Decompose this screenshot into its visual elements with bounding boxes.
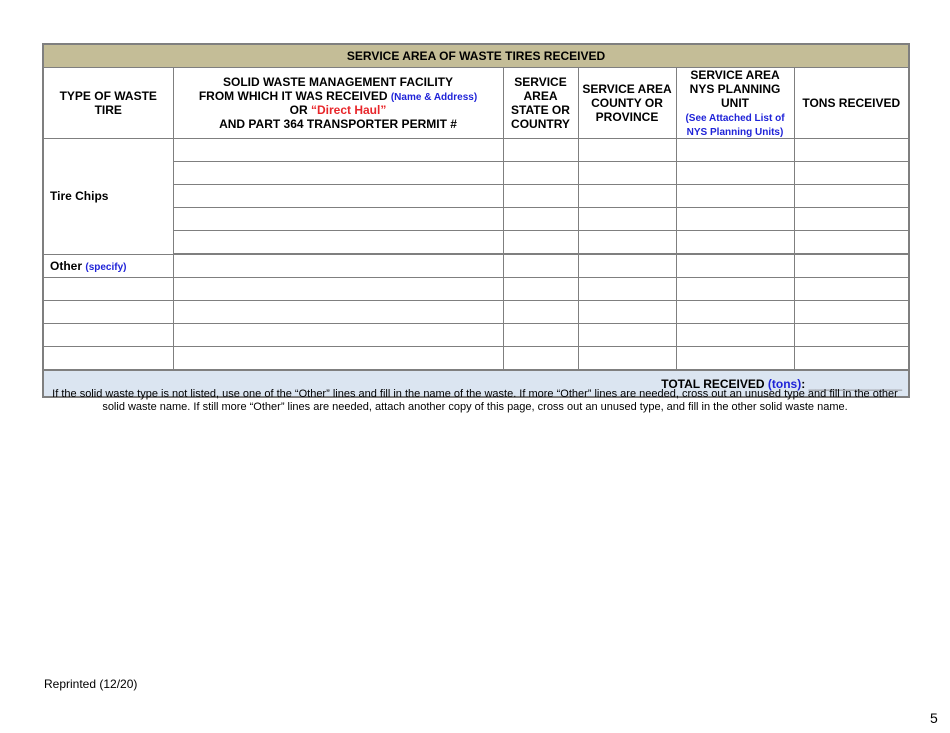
nys-cell[interactable] (676, 162, 794, 185)
state-cell[interactable] (503, 185, 578, 208)
facility-or: OR (289, 103, 308, 117)
state-cell[interactable] (503, 231, 578, 255)
facility-cell[interactable] (173, 208, 503, 231)
facility-line2: FROM WHICH IT WAS RECEIVED (198, 89, 388, 103)
tons-cell[interactable] (794, 162, 909, 185)
state-cell[interactable] (503, 278, 578, 301)
waste-tires-table (42, 43, 910, 398)
state-cell[interactable] (503, 254, 578, 278)
col-type-header: TYPE OF WASTE TIRE (43, 68, 173, 139)
nys-header-label: SERVICE AREA NYS PLANNING UNIT (689, 68, 781, 110)
nys-cell[interactable] (676, 139, 794, 162)
county-cell[interactable] (578, 162, 676, 185)
facility-line4: AND PART 364 TRANSPORTER PERMIT # (219, 117, 457, 131)
table-title: SERVICE AREA OF WASTE TIRES RECEIVED (43, 44, 909, 68)
state-cell[interactable] (503, 162, 578, 185)
tons-cell[interactable] (794, 324, 909, 347)
tons-cell[interactable] (794, 347, 909, 371)
state-cell[interactable] (503, 324, 578, 347)
nys-cell[interactable] (676, 254, 794, 278)
tons-cell[interactable] (794, 278, 909, 301)
page-number: 5 (930, 710, 938, 726)
county-cell[interactable] (578, 278, 676, 301)
tons-cell[interactable] (794, 185, 909, 208)
state-cell[interactable] (503, 347, 578, 371)
type-other-label: Other (50, 258, 83, 273)
county-cell[interactable] (578, 139, 676, 162)
type-cell[interactable] (43, 324, 173, 347)
total-input-line[interactable]: ______________ (808, 376, 903, 391)
type-other-note: (specify) (85, 261, 127, 273)
facility-cell[interactable] (173, 185, 503, 208)
facility-note: (Name & Address) (390, 92, 478, 103)
facility-cell[interactable] (173, 301, 503, 324)
county-cell[interactable] (578, 185, 676, 208)
col-facility-header (173, 68, 503, 139)
tons-cell[interactable] (794, 301, 909, 324)
nys-cell[interactable] (676, 347, 794, 371)
state-cell[interactable] (503, 301, 578, 324)
county-cell[interactable] (578, 301, 676, 324)
nys-cell[interactable] (676, 278, 794, 301)
facility-cell[interactable] (173, 278, 503, 301)
nys-cell[interactable] (676, 301, 794, 324)
state-cell[interactable] (503, 139, 578, 162)
tons-cell[interactable] (794, 139, 909, 162)
facility-cell[interactable] (173, 139, 503, 162)
facility-line1: SOLID WASTE MANAGEMENT FACILITY (223, 75, 453, 89)
tons-cell[interactable] (794, 208, 909, 231)
type-other[interactable] (43, 254, 173, 278)
total-colon: : (801, 376, 806, 391)
facility-direct-haul: “Direct Haul” (310, 103, 387, 117)
state-cell[interactable] (503, 208, 578, 231)
tons-cell[interactable] (794, 254, 909, 278)
type-cell[interactable] (43, 347, 173, 371)
type-tire-chips: Tire Chips (43, 139, 173, 255)
col-tons-header: TONS RECEIVED (794, 68, 909, 139)
nys-cell[interactable] (676, 231, 794, 255)
facility-cell[interactable] (173, 231, 503, 255)
tons-cell[interactable] (794, 231, 909, 255)
nys-cell[interactable] (676, 185, 794, 208)
total-unit: (tons) (767, 376, 802, 391)
nys-note: (See Attached List of NYS Planning Units) (685, 113, 785, 138)
county-cell[interactable] (578, 231, 676, 255)
type-cell[interactable] (43, 301, 173, 324)
col-state-header: SERVICE AREA STATE OR COUNTRY (503, 68, 578, 139)
nys-cell[interactable] (676, 208, 794, 231)
facility-cell[interactable] (173, 162, 503, 185)
total-label: TOTAL RECEIVED (661, 376, 765, 391)
facility-cell[interactable] (173, 347, 503, 371)
reprinted-date: Reprinted (12/20) (44, 677, 138, 691)
type-cell[interactable] (43, 278, 173, 301)
facility-cell[interactable] (173, 324, 503, 347)
col-nys-header (676, 68, 794, 139)
county-cell[interactable] (578, 347, 676, 371)
county-cell[interactable] (578, 208, 676, 231)
facility-cell[interactable] (173, 254, 503, 278)
instructions-note: If the solid waste type is not listed, use one of the “Other” lines and fill in the name of the waste. If more “Other” lines are needed, cross out an unused type and fill in the other solid waste name. If still more “Other” lines are needed, attach another copy of this page, cross out an unused type, and fill in the other solid waste name. (52, 388, 898, 413)
county-cell[interactable] (578, 254, 676, 278)
col-county-header: SERVICE AREA COUNTY OR PROVINCE (578, 68, 676, 139)
nys-cell[interactable] (676, 324, 794, 347)
county-cell[interactable] (578, 324, 676, 347)
